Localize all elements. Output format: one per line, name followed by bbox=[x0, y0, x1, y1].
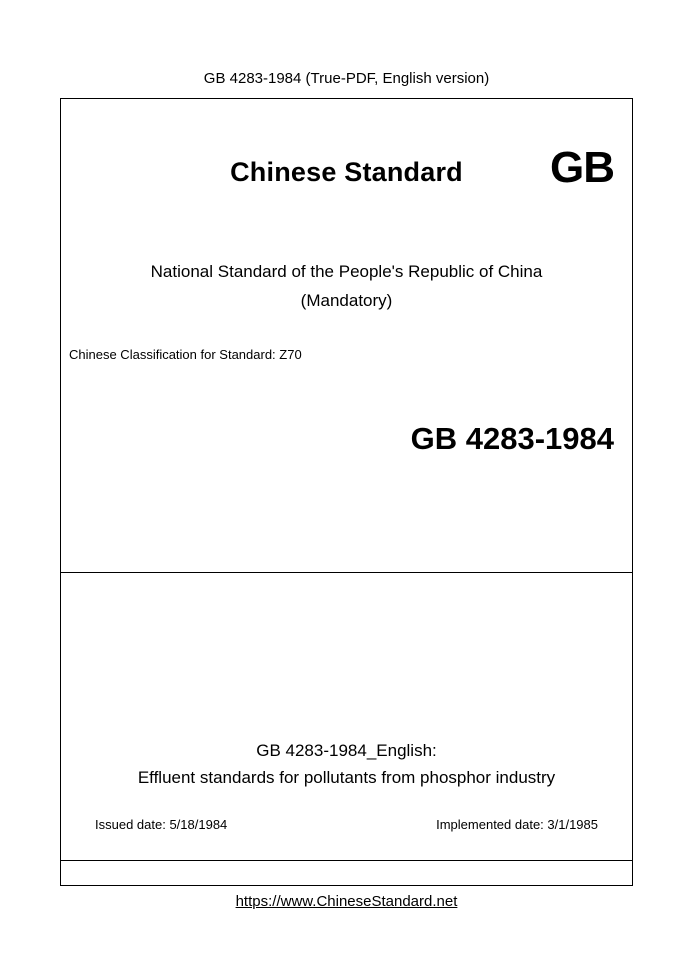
page-title: Chinese Standard bbox=[230, 157, 463, 187]
page-caption: GB 4283-1984 (True-PDF, English version) bbox=[203, 70, 490, 87]
cover-lower-section bbox=[61, 573, 632, 861]
site-link[interactable]: https://www.ChineseStandard.net bbox=[235, 893, 458, 910]
national-standard-line1: National Standard of the People's Republic of China bbox=[150, 262, 543, 281]
standard-number: GB 4283-1984 bbox=[410, 421, 614, 456]
issued-date: Issued date: 5/18/1984 bbox=[95, 817, 228, 832]
cover-frame bbox=[60, 98, 633, 886]
date-row bbox=[61, 817, 632, 832]
english-title-block bbox=[61, 737, 632, 791]
english-title-line2: Effluent standards for pollutants from phosphor industry bbox=[137, 768, 556, 787]
cover-upper-section bbox=[61, 99, 632, 573]
gb-logo: GB bbox=[550, 143, 614, 192]
national-standard-line2: (Mandatory) bbox=[300, 291, 393, 310]
classification-text: Chinese Classification for Standard: Z70 bbox=[69, 347, 302, 362]
english-title-line1: GB 4283-1984_English: bbox=[256, 741, 437, 760]
implemented-date: Implemented date: 3/1/1985 bbox=[436, 817, 598, 832]
national-standard-block bbox=[61, 257, 632, 315]
